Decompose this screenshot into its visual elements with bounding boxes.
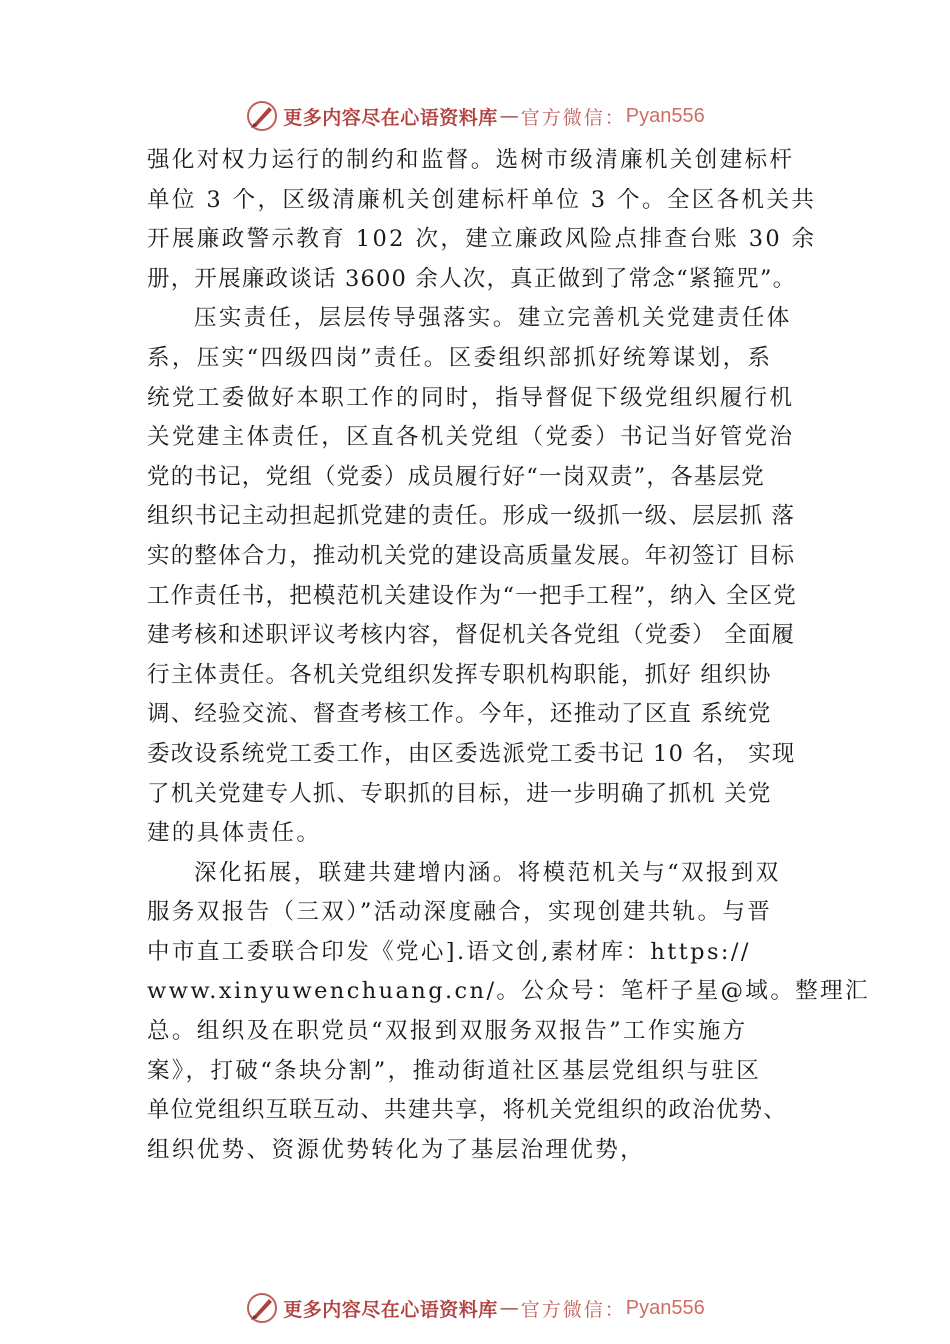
body-line: 委改设系统党工委工作，由区委选派党工委书记 10 名， 实现 xyxy=(147,740,796,767)
paragraph-start-line: 压实责任，层层传导强落实。建立完善机关党建责任体 xyxy=(194,305,792,332)
body-line: 实的整体合力，推动机关党的建设高质量发展。年初签订 目标 xyxy=(147,542,796,569)
header-dash: — xyxy=(499,105,519,127)
body-line: 组织书记主动担起抓党建的责任。形成一级抓一级、层层抓 落 xyxy=(147,503,796,530)
footer-brand: 更多内容尽在心语资料库 xyxy=(283,1298,498,1321)
body-line: 案》，打破“条块分割”，推动街道社区基层党组织与驻区 xyxy=(147,1057,762,1084)
body-line: 关党建主体责任，区直各机关党组（党委）书记当好管党治 xyxy=(147,424,795,451)
body-line: 建的具体责任。 xyxy=(147,820,322,847)
body-line: 组织优势、资源优势转化为了基层治理优势， xyxy=(147,1136,646,1163)
body-line: 开展廉政警示教育 102 次，建立廉政风险点排查台账 30 余 xyxy=(147,226,817,253)
header-banner xyxy=(0,96,950,136)
header-brand: 更多内容尽在心语资料库 xyxy=(283,106,498,129)
body-line: 强化对权力运行的制约和监督。选树市级清廉机关创建标杆 xyxy=(147,147,795,173)
footer-wechat-label: 官方微信： xyxy=(520,1298,626,1321)
body-line: 工作责任书，把模范机关建设作为“一把手工程”，纳入 全区党 xyxy=(147,582,797,609)
body-line: 册，开展廉政谈话 3600 余人次，真正做到了常念“紧箍咒”。 xyxy=(147,265,797,292)
body-line: 总。组织及在职党员“双报到双服务双报告”工作实施方 xyxy=(147,1018,748,1045)
header-wechat-id: Pyan556 xyxy=(625,104,705,127)
header-wechat-label: 官方微信： xyxy=(520,106,626,129)
body-line: 行主体责任。各机关党组织发挥专职机构职能，抓好 组织协 xyxy=(147,661,772,688)
footer-dash: — xyxy=(499,1297,519,1319)
body-line: 系，压实“四级四岗”责任。区委组织部抓好统筹谋划，系 xyxy=(147,344,773,371)
footer-banner xyxy=(0,1288,950,1328)
body-line: 中市直工委联合印发《党心].语文创,素材库：https:// xyxy=(147,938,751,965)
body-line: 党的书记，党组（党委）成员履行好“一岗双责”，各基层党 xyxy=(147,463,765,490)
body-line: 服务双报告（三双）”活动深度融合，实现创建共轨。与晋 xyxy=(147,899,773,926)
body-line: 建考核和述职评议考核内容，督促机关各党组（党委） 全面履 xyxy=(147,622,796,649)
pen-circle-logo-icon xyxy=(245,1291,279,1325)
body-line: 调、经验交流、督查考核工作。今年，还推动了区直 系统党 xyxy=(147,701,772,728)
pen-circle-logo-icon xyxy=(245,99,279,133)
footer-wechat-id: Pyan556 xyxy=(625,1296,705,1319)
paragraph-start-line: 深化拓展，联建共建增内涵。将模范机关与“双报到双 xyxy=(194,859,781,886)
document-body xyxy=(147,141,870,1170)
body-line: 了机关党建专人抓、专职抓的目标，进一步明确了抓机 关党 xyxy=(147,780,772,807)
body-line: www.xinyuwenchuang.cn/。公众号：笔杆子星@域。整理汇 xyxy=(147,978,870,1005)
body-line: 单位 3 个，区级清廉机关创建标杆单位 3 个。全区各机关共 xyxy=(147,186,817,213)
body-line: 统党工委做好本职工作的同时，指导督促下级党组织履行机 xyxy=(147,384,795,411)
body-line: 单位党组织互联互动、共建共享，将机关党组织的政治优势、 xyxy=(147,1097,787,1124)
